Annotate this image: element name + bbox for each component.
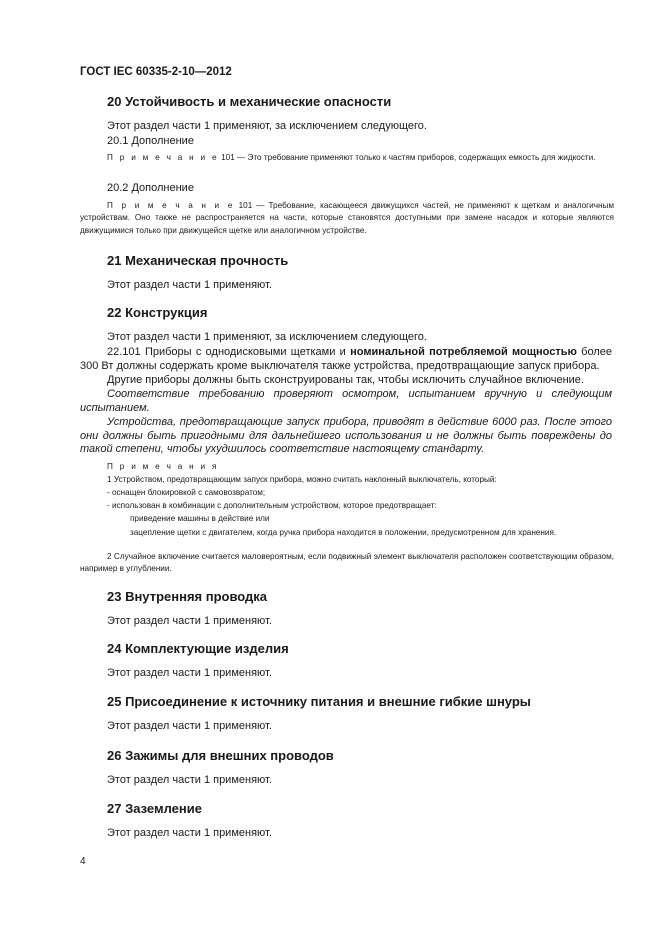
paragraph-text: Другие приборы должны быть сконструированы так, чтобы исключить случайное включение. (107, 374, 584, 386)
page-number: 4 (80, 856, 86, 867)
note-22-1-item-b2 (80, 527, 614, 539)
note-22-1-item-a: - оснащен блокировкой с самовозвратом; (107, 488, 266, 497)
section-27-heading: 27 Заземление (107, 801, 202, 816)
note-text: зацепление щетки с двигателем, когда ручка прибора находится в положении, предусмотренном для хранения. (130, 528, 557, 537)
clause-22-101-para2 (80, 374, 612, 388)
section-21-heading: 21 Механическая прочность (107, 253, 289, 268)
clause-text-end: более 300 Вт должны содержать кроме выключателя также устройства, предотвращающие запуск прибора. (80, 346, 613, 372)
paragraph-text: Устройства, предотвращающие запуск прибора, приводят в действие 6000 раз. После этого они должны быть пригодными для дальнейшего использования и не должны быть повреждены до такой степени, чтобы ухудшилось соответствие настоящему стандарту. (80, 416, 612, 455)
note-text: 101 — Требование, касающееся движущихся частей, не применяют к щеткам и аналогичным устройствам. Оно также не распространяется на части, которые становятся доступными при замене насадок и которые являются движущимися только при движущейся щетке или аналогичном устройстве. (80, 201, 614, 235)
defined-term: номинальной потребляемой мощностью (350, 346, 577, 358)
document-header: ГОСТ IEC 60335-2-10—2012 (80, 66, 232, 78)
section-22-intro: Этот раздел части 1 применяют, за исключением следующего. (107, 331, 427, 343)
paragraph-text: Соответствие требованию проверяют осмотром, испытанием вручную и следующим испытанием. (80, 388, 612, 414)
test-description (80, 416, 612, 457)
note-label: П р и м е ч а н и е (107, 153, 219, 162)
section-26-text: Этот раздел части 1 применяют. (107, 774, 272, 786)
notes-label (107, 462, 219, 471)
subsection-20-2: 20.2 Дополнение (107, 182, 194, 194)
note-22-1-item-b: - использован в комбинации с дополнительным устройством, которое предотвращает: (107, 501, 437, 510)
notes-label-text: П р и м е ч а н и я (107, 462, 219, 471)
note-label: П р и м е ч а н и е (107, 201, 235, 210)
section-20-intro: Этот раздел части 1 применяют, за исключением следующего. (107, 120, 427, 132)
section-23-heading: 23 Внутренняя проводка (107, 589, 268, 604)
section-24-heading: 24 Комплектующие изделия (107, 641, 289, 656)
clause-text: 22.101 Приборы с однодисковыми щетками и (107, 346, 351, 358)
section-20-heading: 20 Устойчивость и механические опасности (107, 94, 392, 109)
section-25-text: Этот раздел части 1 применяют. (107, 720, 272, 732)
note-text: 2 Случайное включение считается маловероятным, если подвижный элемент выключателя расположен соответствующим образом, например в углублении. (80, 552, 614, 574)
section-22-heading: 22 Конструкция (107, 305, 208, 320)
section-26-heading: 26 Зажимы для внешних проводов (107, 748, 334, 763)
compliance-check (80, 388, 612, 415)
note-text: 101 — Это требование применяют только к частям приборов, содержащих емкость для жидкости. (218, 153, 596, 162)
section-27-text: Этот раздел части 1 применяют. (107, 827, 272, 839)
note-22-1-item-b1: приведение машины в действие или (130, 514, 270, 523)
section-25-heading: 25 Присоединение к источнику питания и внешние гибкие шнуры (107, 694, 531, 709)
note-22-2 (80, 551, 614, 576)
note-22-1: 1 Устройством, предотвращающим запуск прибора, можно считать наклонный выключатель, который: (107, 475, 497, 484)
note-20-1 (80, 152, 614, 164)
section-23-text: Этот раздел части 1 применяют. (107, 615, 272, 627)
clause-22-101 (80, 346, 612, 373)
section-24-text: Этот раздел части 1 применяют. (107, 667, 272, 679)
subsection-20-1: 20.1 Дополнение (107, 135, 194, 147)
section-21-text: Этот раздел части 1 применяют. (107, 279, 272, 291)
note-20-2 (80, 200, 614, 237)
